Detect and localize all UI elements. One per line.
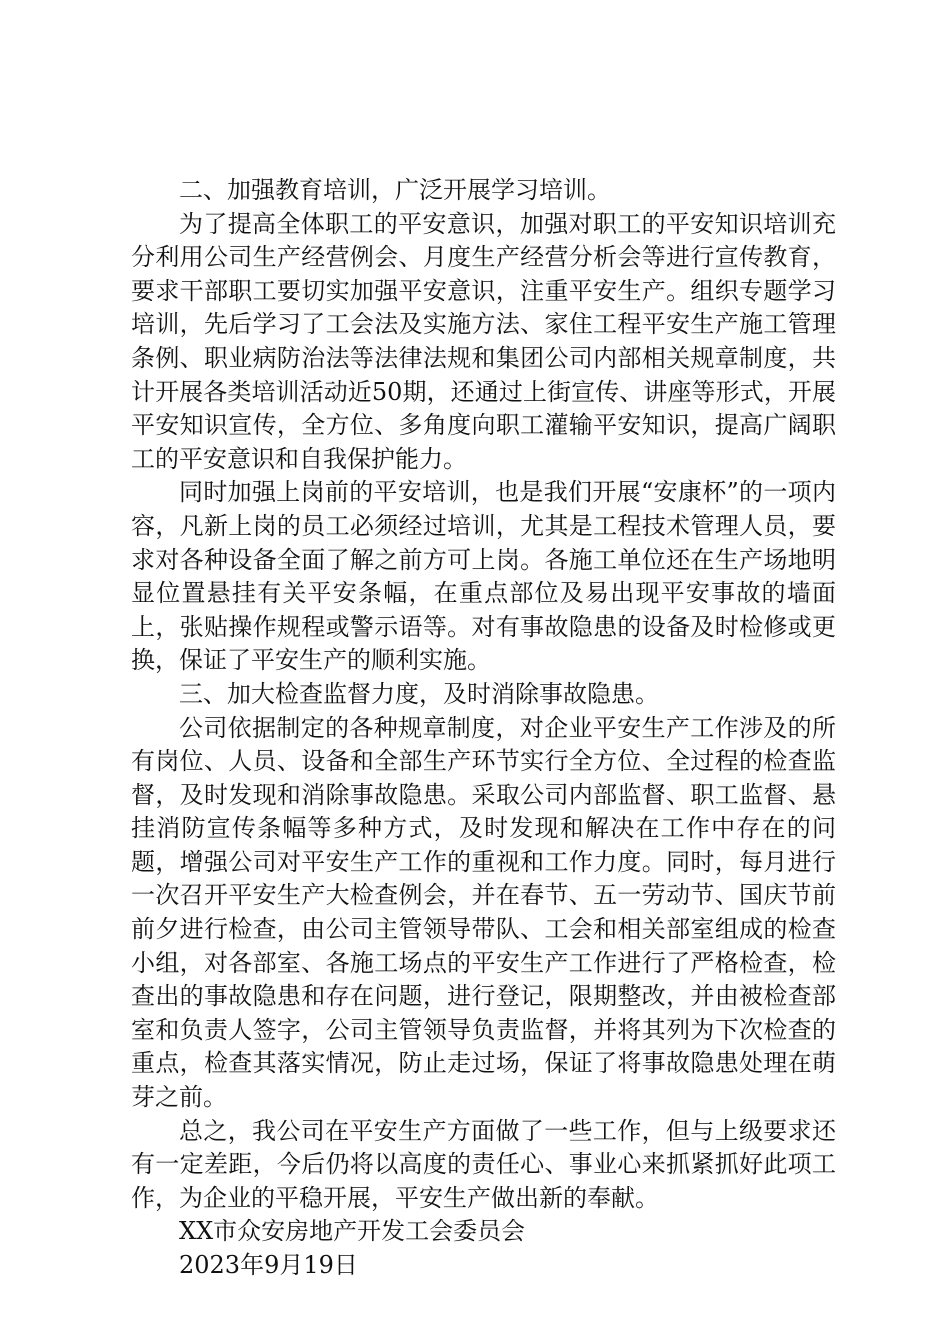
section-heading-2: 二、加强教育培训，广泛开展学习培训。 — [179, 176, 611, 204]
paragraph-inspection: 公司依据制定的各种规章制度，对企业平安生产工作涉及的所有岗位、人员、设备和全部生产环节实行全方位、全过程的检查监督，及时发现和消除事故隐患。采取公司内部监督、职工监督、悬挂消防宣传条幅等多种方式，及时发现和解决在工作中存在的问题，增强公司对平安生产工作的重视和工作力度。同时，每月进行一次召开平安生产大检查例会，并在春节、五一劳动节、国庆节前前夕进行检查，由公司主管领导带队、工会和相关部室组成的检查小组，对各部室、各施工场点的平安生产工作进行了严格检查，检查出的事故隐患和存在问题，进行登记，限期整改，并由被检查部室和负责人签字，公司主管领导负责监督，并将其列为下次检查的重点，检查其落实情况，防止走过场，保证了将事故隐患处理在萌芽之前。 — [131, 713, 836, 1112]
signature-date: 2023年9月19日 — [179, 1251, 358, 1279]
paragraph-summary: 总之，我公司在平安生产方面做了一些工作，但与上级要求还有一定差距，今后仍将以高度的责任心、事业心来抓紧抓好此项工作，为企业的平稳开展，平安生产做出新的奉献。 — [131, 1116, 836, 1212]
signature-organization: XX市众安房地产开发工会委员会 — [179, 1217, 526, 1246]
paragraph-pre-job-training: 同时加强上岗前的平安培训，也是我们开展“安康杯”的一项内容，凡新上岗的员工必须经过培训，尤其是工程技术管理人员，要求对各种设备全面了解之前方可上岗。各施工单位还在生产场地明显位置悬挂有关平安条幅，在重点部位及易出现平安事故的墙面上，张贴操作规程或警示语等。对有事故隐患的设备及时检修或更换，保证了平安生产的顺利实施。 — [131, 478, 836, 675]
section-heading-3: 三、加大检查监督力度，及时消除事故隐患。 — [179, 679, 659, 708]
document-body — [131, 174, 836, 1283]
paragraph-training: 为了提高全体职工的平安意识，加强对职工的平安知识培训充分利用公司生产经营例会、月度生产经营分析会等进行宣传教育，要求干部职工要切实加强平安意识，注重平安生产。组织专题学习培训，先后学习了工会法及实施方法、家住工程平安生产施工管理条例、职业病防治法等法律法规和集团公司内部相关规章制度，共计开展各类培训活动近50期，还通过上街宣传、讲座等形式，开展平安知识宣传，全方位、多角度向职工灌输平安知识，提高广阔职工的平安意识和自我保护能力。 — [131, 209, 836, 473]
